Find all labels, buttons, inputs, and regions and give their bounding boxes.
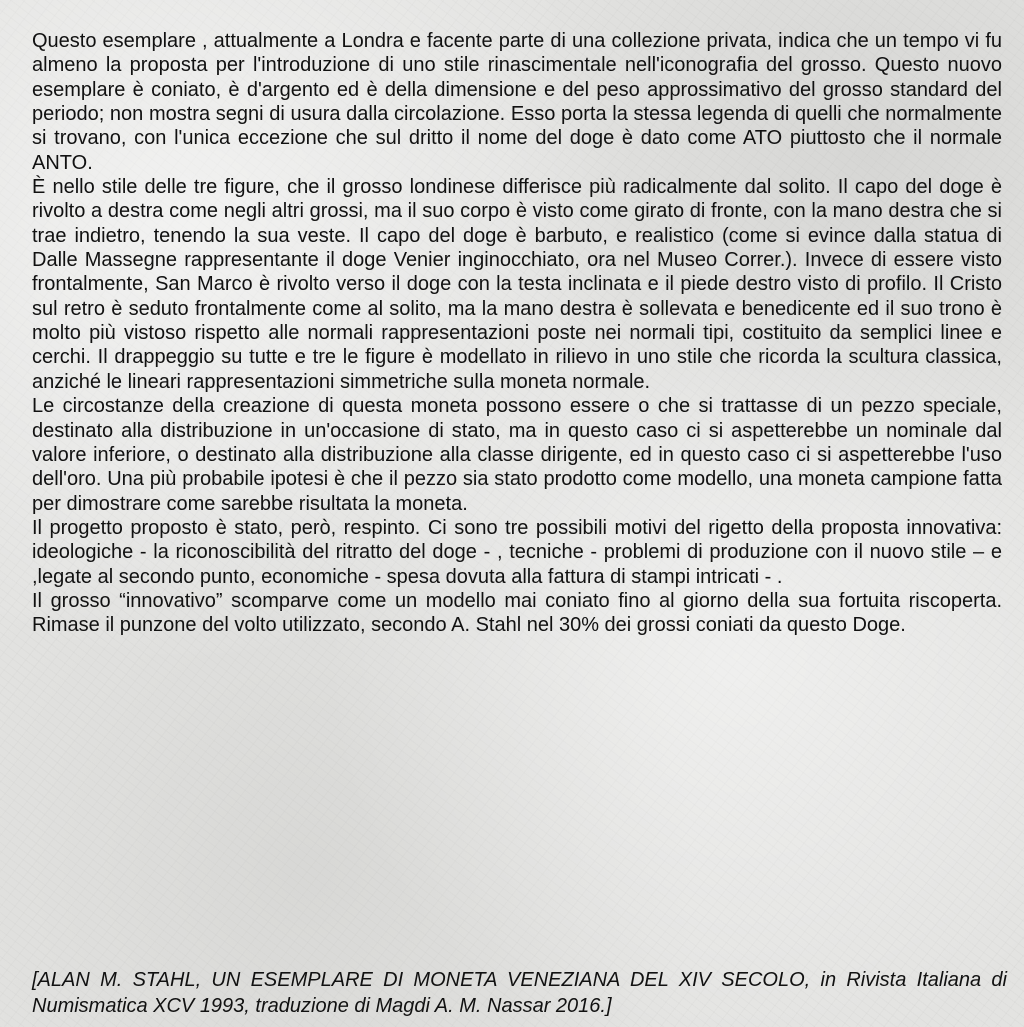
article-body [32, 29, 1002, 638]
paragraph-creation-circumstances: Le circostanze della creazione di questa moneta possono essere o che si trattasse di un pezzo speciale, destinato alla distribuzione in un'occasione di stato, ma in questo caso ci si aspetterebbe un nominale dal valore inferiore, o destinato alla distribuzione alla classe dirigente, ed in questo caso ci si aspetterebbe l'uso dell'oro. Una più probabile ipotesi è che il pezzo sia stato prodotto come modello, una moneta campione fatta per dimostrare come sarebbe risultata la moneta. [32, 395, 1002, 515]
paragraph-innovative-grosso: Il grosso “innovativo” scomparve come un modello mai coniato fino al giorno della sua fortuita riscoperta. Rimase il punzone del volto utilizzato, secondo A. Stahl nel 30% dei grossi coniati da questo Doge. [32, 589, 1002, 637]
paragraph-london-specimen: Questo esemplare , attualmente a Londra e facente parte di una collezione privata, indica che un tempo vi fu almeno la proposta per l'introduzione di uno stile rinascimentale nell'iconografia del grosso. Questo nuovo esemplare è coniato, è d'argento ed è della dimensione e del peso approssimativo del grosso standard del periodo; non mostra segni di usura dalla circolazione. Esso porta la stessa legenda di quelli che normalmente si trovano, con l'unica eccezione che sul dritto il nome del doge è dato come ATO piuttosto che il normale ANTO. [32, 30, 1002, 174]
citation-reference: [ALAN M. STAHL, UN ESEMPLARE DI MONETA VENEZIANA DEL XIV SECOLO, in Rivista Italiana di Numismatica XCV 1993, traduzione di Magdi A. M. Nassar 2016.] [32, 969, 1007, 1017]
paragraph-three-figures-style: È nello stile delle tre figure, che il grosso londinese differisce più radicalmente dal solito. Il capo del doge è rivolto a destra come negli altri grossi, ma il suo corpo è visto come girato di fronte, con la mano destra che si trae indietro, tenendo la sua veste. Il capo del doge è barbuto, e realistico (come si evince dalla statua di Dalle Massegne rappresentante il doge Venier inginocchiato, ora nel Museo Correr.). Invece di essere visto frontalmente, San Marco è rivolto verso il doge con la testa inclinata e il piede destro visto di profilo. Il Cristo sul retro è seduto frontalmente come al solito, ma la mano destra è sollevata e benedicente ed il suo trono è molto più vistoso rispetto alle normali rappresentazioni poste nei normali tipi, costituito da semplici linee e cerchi. Il drappeggio su tutte e tre le figure è modellato in rilievo in uno stile che ricorda la scultura classica, anziché le lineari rappresentazioni simmetriche sulla moneta normale. [32, 176, 1002, 393]
paragraph-project-rejected: Il progetto proposto è stato, però, respinto. Ci sono tre possibili motivi del rigetto della proposta innovativa: ideologiche - la riconoscibilità del ritratto del doge - , tecniche - problemi di produzione con il nuovo stile – e ,legate al secondo punto, economiche - spesa dovuta alla fattura di stampi intricati - . [32, 516, 1002, 588]
